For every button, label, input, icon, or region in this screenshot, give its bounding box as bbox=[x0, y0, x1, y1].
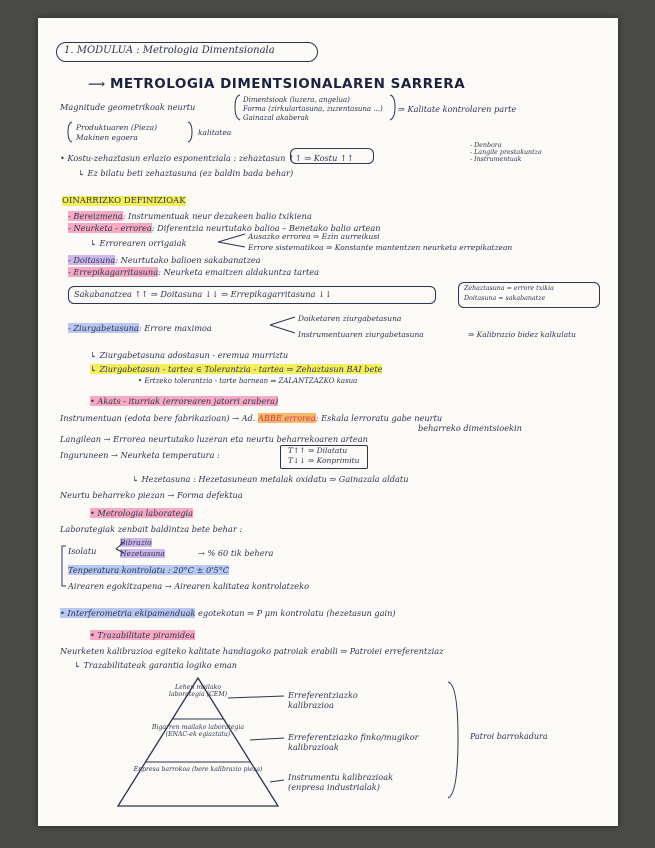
trace-line-1: Neurketen kalibrazioa egiteko kalitate handiagoko patroiak erabili ⇒ Patroiei erreferentziaz bbox=[60, 646, 444, 656]
machines-item: Makinen egoera bbox=[76, 133, 138, 142]
lab-temperature: Tenperatura kontrolatu : 20°C ± 0'5°C bbox=[68, 565, 229, 575]
trace-line-2: ↳ Trazabilitateak garantia logiko eman bbox=[74, 660, 238, 670]
lab-title: • Metrologia laborategia bbox=[90, 508, 194, 518]
lab-isolation: Isolatu bbox=[68, 546, 97, 556]
lab-air: Airearen egokitzapena → Airearen kalitatea kontrolatzeko bbox=[68, 581, 310, 591]
causes-piece: Neurtu beharreko piezan → Forma defektua bbox=[60, 490, 243, 500]
cost-reason-3: - Instrumentuak bbox=[470, 156, 522, 163]
brace-right-2 bbox=[188, 122, 192, 142]
main-heading: METROLOGIA DIMENTSIONALAREN SARRERA bbox=[110, 76, 466, 92]
interf-title: • Interferometria ekipamenduak bbox=[60, 608, 196, 618]
uncertainty-line-3: ↳ Ziurgabetasun - tartea ∈ Tolerantzia - tartea ⇒ Zehaztasun BAI bete bbox=[90, 364, 383, 374]
uncertainty-line-2: ↳ Ziurgabetasuna adostasun - eremua murriztu bbox=[90, 350, 289, 360]
uncertainty-branch-2: Instrumentuaren ziurgabetasuna bbox=[298, 330, 424, 339]
def-key-repeatability: - Errepikagarritasuna bbox=[68, 267, 159, 277]
pyramid-level-3-desc: Instrumentu kalibrazioak (enpresa industrialak) bbox=[288, 772, 394, 792]
relation-text: Sakabanatzea ↑↑ ⇒ Doitasuna ↓↓ ⇒ Errepikagarritasuna ↓↓ bbox=[74, 289, 332, 299]
pattern-bracket-label: Patroi barrokadura bbox=[470, 732, 548, 741]
pyramid-arrow-1 bbox=[228, 696, 284, 698]
causes-instrument: Instrumentuan (edota bere fabrikazioan) → Ad. bbox=[60, 413, 256, 423]
lab-bracket bbox=[62, 546, 66, 586]
quality-control-text: ⇒ Kalitate kontrolaren parte bbox=[398, 104, 517, 114]
isolation-result: → % 60 tik behera bbox=[198, 548, 274, 558]
def-key-uncertainty: - Ziurgabetasuna bbox=[68, 323, 139, 333]
pyramid-level-2-text: Bigarren mailako laborategia (ENAC-ek egiaztatu) bbox=[151, 724, 245, 738]
pyramid-arrow-2 bbox=[250, 738, 284, 740]
def-text-repeatability: : Neurketa emaitzen aldakuntza tartea bbox=[158, 267, 319, 277]
brace-item-1: Dimentsioak (luzera, angelua) bbox=[243, 96, 350, 104]
pyramid-level-1-text: Lehen mailako laborategia (CEM) bbox=[168, 684, 228, 698]
pyramid-arrow-3 bbox=[270, 780, 284, 782]
brace-left-2 bbox=[68, 122, 72, 142]
relation-note-2: Doitasuna = sakabanatze bbox=[464, 295, 546, 302]
isolation-humidity: Hezetasuna bbox=[120, 549, 165, 558]
temp-dilate: T↑↑ ⇒ Dilatatu bbox=[288, 446, 348, 455]
product-item: Produktuaren (Pieza) bbox=[76, 123, 158, 132]
uncertainty-branch-lines bbox=[270, 317, 295, 333]
error-origins: ↳ Errorearen orrigaiak bbox=[90, 238, 187, 248]
uncertainty-arrow: ⇒ Kalibrazio bidez kalkulatu bbox=[468, 330, 576, 339]
def-text-resolution: : Instrumentuak neur dezakeen balio txikiena bbox=[122, 211, 312, 221]
pyramid-bracket bbox=[448, 682, 458, 798]
error-branch-lines bbox=[218, 234, 245, 247]
def-key-precision: - Doitasuna bbox=[68, 255, 116, 265]
def-text-error: : Diferentzia neurtutako balioa – Benetako balio artean bbox=[151, 223, 381, 233]
interf-rest: egotekotan ⇒ P μm kontrolatu (hezetasun gain) bbox=[198, 608, 396, 618]
trace-title: • Trazabilitate piramidea bbox=[90, 630, 195, 640]
module-title: 1. MODULUA : Metrologia Dimentsionala bbox=[64, 45, 275, 56]
causes-environment: Inguruneen → Neurketa temperatura : bbox=[60, 450, 220, 460]
def-text-precision: : Neurtutako balioen sakabanatzea bbox=[115, 255, 261, 265]
cost-sub-line: ↳ Ez bilatu beti zehaztasuna (ez baldin bada behar) bbox=[78, 168, 294, 178]
def-key-error: - Neurketa - errorea bbox=[68, 223, 152, 233]
cost-line: • Kostu-zehaztasun erlazio esponentziala : zehaztasun ↑↑ ⇒ Kostu ↑↑ bbox=[60, 153, 354, 163]
lab-requirements: Laborategiak zenbait baldintza bete behar : bbox=[60, 524, 243, 534]
def-text-uncertainty: : Errore maximoa bbox=[138, 323, 212, 333]
cost-reason-1: - Denbora bbox=[470, 142, 502, 149]
causes-operator: Langilean → Errorea neurtutako luzeran eta neurtu beharrekoaren artean bbox=[60, 434, 368, 444]
relation-note-1: Zehaztasuna = errore txikia bbox=[464, 285, 554, 292]
def-key-resolution: - Bereizmena bbox=[68, 211, 123, 221]
pyramid-level-1-desc: Erreferentziazko kalibrazioa bbox=[288, 690, 358, 710]
magnitudes-text: Magnitude geometrikoak neurtu bbox=[60, 102, 196, 112]
uncertainty-note: • Ertzeko tolerantzia - tarte barnean ⇒ ZALANTZAZKO kasua bbox=[138, 377, 358, 385]
brace-item-2: Forma (zirkulartasuna, zuzentasuna ...) bbox=[243, 105, 383, 113]
quality-suffix: kalitatea bbox=[198, 128, 232, 137]
brace-right-1 bbox=[390, 95, 395, 120]
causes-title: • Akats - iturriak (errorearen jatorri arabera) bbox=[90, 396, 279, 406]
pyramid-level-3-text: Enpresa barrokoa (bere kalibrazio pieza) bbox=[133, 766, 263, 773]
precision-box bbox=[290, 148, 374, 164]
cost-reason-2: - Langile prestakuntza bbox=[470, 149, 542, 156]
error-type-systematic: Errore sistematikoa ⇒ Konstante mantentzen neurketa errepikatzean bbox=[248, 243, 513, 252]
causes-humidity: ↳ Hezetasuna : Hezetasunean metalak oxidatu ⇒ Gainazala aldatu bbox=[132, 474, 409, 484]
causes-instrument-rest: : Eskala lerroratu gabe neurtu bbox=[315, 413, 443, 423]
uncertainty-branch-1: Doiketaren ziurgabetasuna bbox=[298, 314, 402, 323]
notebook-page bbox=[38, 18, 618, 826]
heading-arrow-icon: ⟶ bbox=[88, 77, 106, 91]
pyramid-level-2-desc: Erreferentziazko finko/mugikor kalibrazioak bbox=[288, 732, 419, 752]
error-type-random: Ausazko errorea ⇒ Ezin aurreikusi bbox=[248, 232, 380, 241]
brace-item-3: Gainazal akaberak bbox=[243, 114, 309, 122]
temp-compress: T↓↓ ⇒ Konprimitu bbox=[288, 456, 360, 465]
definitions-title: OINARRIZKO DEFINIZIOAK bbox=[62, 196, 186, 206]
abbe-error: ABBE errorea bbox=[258, 413, 316, 423]
brace-left-1 bbox=[235, 95, 240, 120]
causes-instrument-rest-2: beharreko dimentsioekin bbox=[418, 423, 522, 433]
isolation-vibration: Bibrazio bbox=[120, 538, 152, 547]
